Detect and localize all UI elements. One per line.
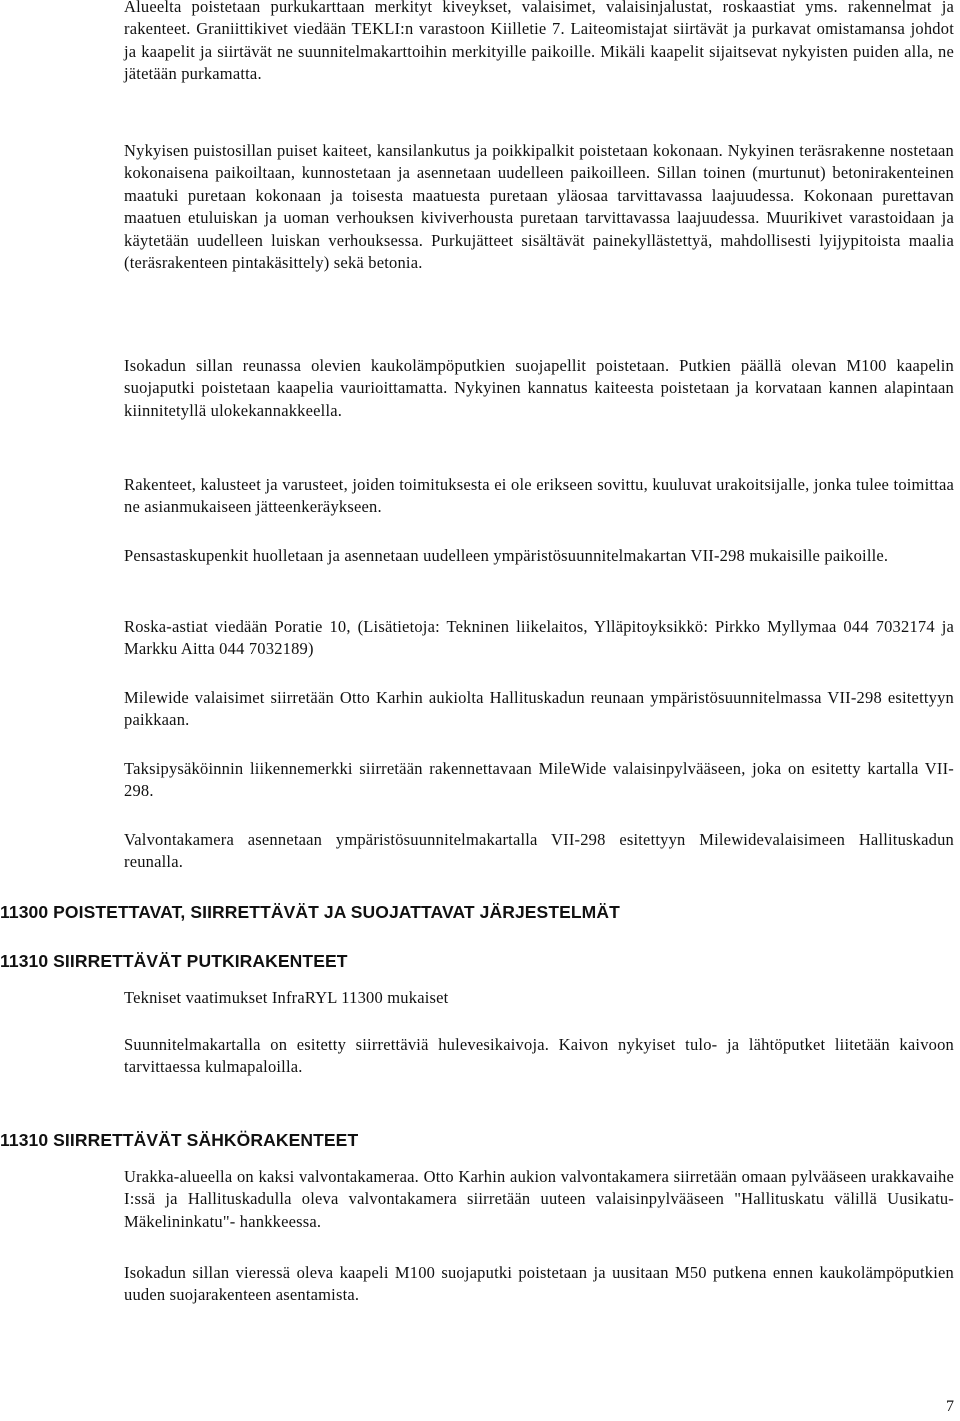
paragraph-waste-bins: Roska-astiat viedään Poratie 10, (Lisätietoja: Tekninen liikelaitos, Ylläpitoyksikkö: Pirkko Myllymaa 044 7032174 ja Markku Aitta 044 7032189) bbox=[124, 617, 954, 659]
section-heading-11310-pipes: 11310 SIIRRETTÄVÄT PUTKIRAKENTEET bbox=[0, 951, 348, 971]
paragraph-technical-requirements: Tekniset vaatimukset InfraRYL 11300 mukaiset bbox=[124, 988, 449, 1007]
paragraph-structures-disposal: Rakenteet, kalusteet ja varusteet, joiden toimituksesta ei ole erikseen sovittu, kuuluvat urakoitsijalle, jonka tulee toimittaa ne asianmukaiseen jätteenkeräykseen. bbox=[124, 475, 954, 517]
paragraph-camera-relocation: Urakka-alueella on kaksi valvontakameraa. Otto Karhin aukion valvontakamera siirretään omaan pylvääseen urakkavaihe I:ssä ja Hallituskadulla oleva valvontakamera siirretään uuteen valaisinpylvääseen "Hallituskatu välillä Uusikatu-Mäkelininkatu"- hankkeessa. bbox=[124, 1167, 954, 1231]
paragraph-cable-m100: Isokadun sillan vieressä oleva kaapeli M100 suojaputki poistetaan ja uusitaan M50 putkena ennen kaukolämpöputkien uuden suojarakenteen asentamista. bbox=[124, 1263, 954, 1305]
paragraph-demolition-items: Alueelta poistetaan purkukarttaan merkityt kiveykset, valaisimet, valaisinjalustat, roskaastiat yms. rakennelmat ja rakenteet. Graniittikivet viedään TEKLI:n varastoon Kiilletie 7. Laiteomistajat siirtävät ja purkavat omistamansa johdot ja kaapelit ja siirtävät ne suunnitelmakarttoihin merkityille paikoille. Mikäli kaapelit sijaitsevat nykyisten puiden alla, ne jätetään purkamatta. bbox=[124, 0, 954, 84]
paragraph-district-heating-pipes: Isokadun sillan reunassa olevien kaukolämpöputkien suojapellit poistetaan. Putkien päällä olevan M100 kaapelin suojaputki poistetaan kaapelia vaurioittamatta. Nykyinen kannatus kaiteesta poistetaan ja korvataan kannen alapintaan kiinnitetyllä ulokekannakkeella. bbox=[124, 356, 954, 420]
page-number: 7 bbox=[946, 1398, 954, 1415]
paragraph-milewide-lights: Milewide valaisimet siirretään Otto Karhin aukiolta Hallituskadun reunaan ympäristösuunnitelmassa VII-298 esitettyyn paikkaan. bbox=[124, 688, 954, 730]
paragraph-planter-benches: Pensastaskupenkit huolletaan ja asennetaan uudelleen ympäristösuunnitelmakartan VII-298 mukaisille paikoille. bbox=[124, 546, 889, 565]
paragraph-surveillance-camera: Valvontakamera asennetaan ympäristösuunnitelmakartalla VII-298 esitettyyn Milewidevalaisimeen Hallituskadun reunalla. bbox=[124, 830, 954, 872]
paragraph-park-bridge: Nykyisen puistosillan puiset kaiteet, kansilankutus ja poikkipalkit poistetaan kokonaan. Nykyinen teräsrakenne nostetaan kokonaisena paikoiltaan, kunnostetaan ja asennetaan uudelleen paikoilleen. Sillan toinen (murtunut) betonirakenteinen maatuki puretaan kokonaan ja toisesta maatuesta puretaan yläosaa tarvittavassa laajuudessa. Kokonaan purettavan maatuen etuluiskan ja uoman verhouksen kiviverhousta puretaan tarvittavassa laajuudessa. Muurikivet varastoidaan ja käytetään uudelleen luiskan verhouksessa. Purkujätteet sisältävät painekyllästettyä, mahdollisesti lyijypitoista maalia (teräsrakenteen pintakäsittely) sekä betonia. bbox=[124, 141, 954, 273]
paragraph-stormwater-wells: Suunnitelmakartalla on esitetty siirrettäviä hulevesikaivoja. Kaivon nykyiset tulo- ja lähtöputket liitetään kaivoon tarvittaessa kulmapaloilla. bbox=[124, 1035, 954, 1077]
section-heading-11310-electrical: 11310 SIIRRETTÄVÄT SÄHKÖRAKENTEET bbox=[0, 1130, 359, 1150]
paragraph-taxi-sign: Taksipysäköinnin liikennemerkki siirretään rakennettavaan MileWide valaisinpylvääseen, joka on esitetty kartalla VII-298. bbox=[124, 759, 954, 801]
section-heading-11300: 11300 POISTETTAVAT, SIIRRETTÄVÄT JA SUOJATTAVAT JÄRJESTELMÄT bbox=[0, 902, 620, 922]
